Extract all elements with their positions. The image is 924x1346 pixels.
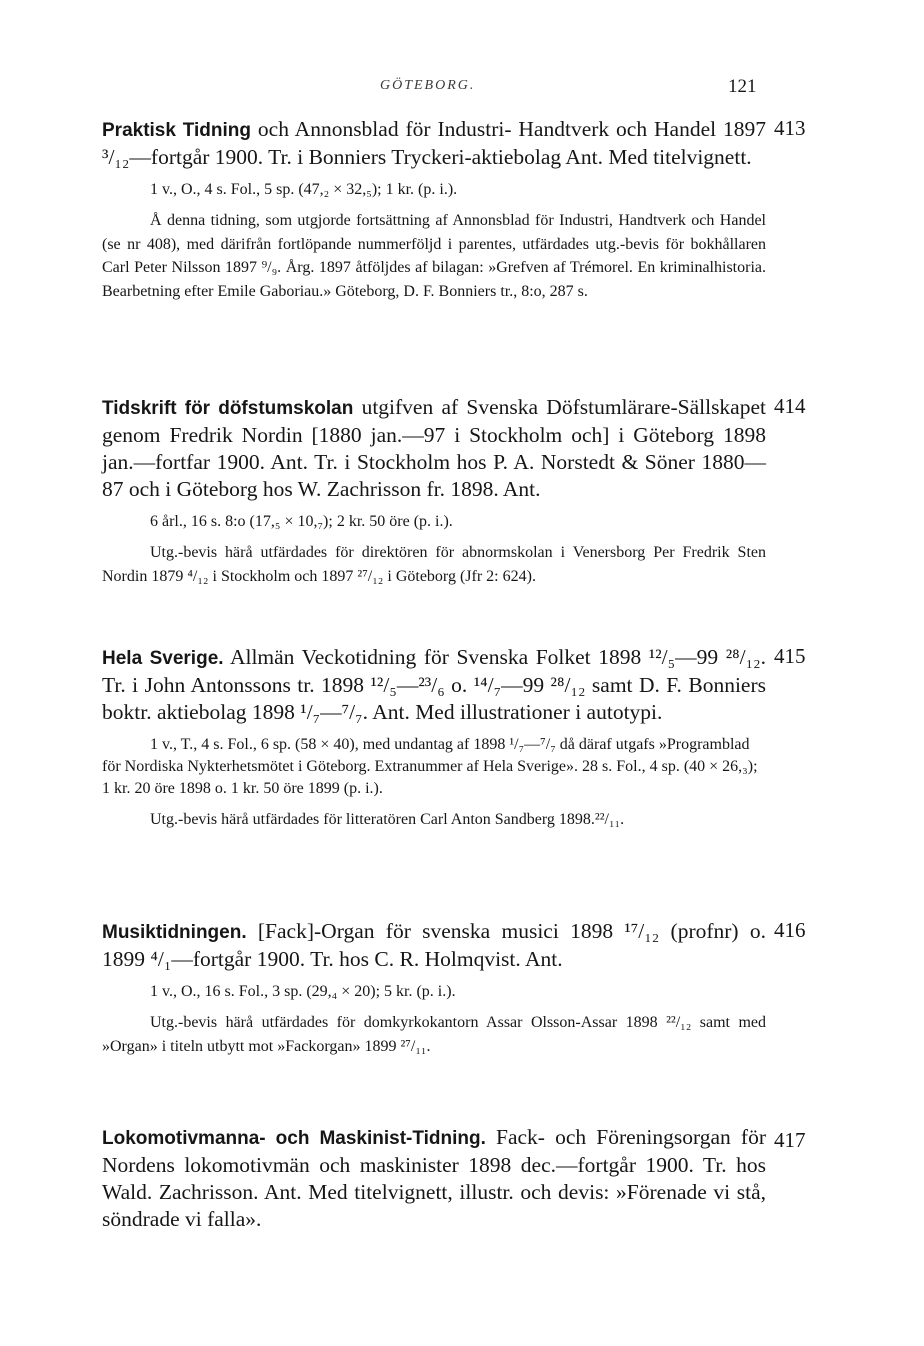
entry-note	[102, 1011, 766, 1058]
entry-main-text	[102, 394, 766, 503]
entry-title: Lokomotivmanna- och Maskinist-Tidning.	[102, 1128, 486, 1149]
entry-title: Musiktidningen.	[102, 922, 247, 943]
entry-note	[102, 808, 766, 832]
entry-publication-details: 1 v., T., 4 s. Fol., 6 sp. (58 × 40), med undantag af 1898 ¹/₇—⁷/₇ då däraf utgafs »Programblad för Nordiska Nykterhetsmötet i Göteborg. Extranummer af Hela Sverige». 28 s. Fol., 4 sp. (40 × 26,₃); 1 kr. 20 öre 1898 o. 1 kr. 50 öre 1899 (p. i.).	[102, 736, 758, 797]
entry-note-text: Utg.-bevis härå utfärdades för direktören för abnormskolan i Venersborg Per Fredrik Sten Nordin 1879 ⁴/₁₂ i Stockholm och 1897 ²⁷/₁₂ i Göteborg (Jfr 2: 624).	[102, 544, 766, 585]
entry-number: 416	[774, 918, 806, 942]
entry-413	[102, 116, 806, 303]
entry-main-text	[102, 1124, 766, 1233]
page-number: 121	[728, 76, 757, 97]
entry-publication-details: 1 v., O., 4 s. Fol., 5 sp. (47,₂ × 32,₅); 1 kr. (p. i.).	[150, 181, 458, 198]
entry-414	[102, 394, 806, 588]
entry-title: Tidskrift för döfstumskolan	[102, 398, 354, 419]
entry-note-text: Utg.-bevis härå utfärdades för litteratören Carl Anton Sandberg 1898.²²/₁₁.	[150, 811, 625, 828]
entry-number: 415	[774, 644, 806, 668]
entry-description: [Fack]-Organ för svenska musici 1898 ¹⁷/₁₂ (profnr) o. 1899 ⁴/₁—fortgår 1900. Tr. hos C. R. Holmqvist. Ant.	[102, 919, 766, 971]
entry-note	[102, 541, 766, 588]
entry-description: Fack- och Föreningsorgan för Nordens lokomotivmän och maskinister 1898 dec.—fortgår 1900. Tr. hos Wald. Zachrisson. Ant. Med titelvignett, illustr. och devis: »Förenade vi stå, söndrade vi falla».	[102, 1125, 766, 1231]
entry-415	[102, 644, 806, 832]
entry-description: och Annonsblad för Industri- Handtverk och Handel 1897 ³/₁₂—fortgår 1900. Tr. i Bonniers Tryckeri-aktiebolag Ant. Med titelvignett.	[102, 117, 766, 169]
entry-main-text	[102, 116, 766, 171]
entry-title: Hela Sverige.	[102, 648, 224, 669]
entry-number: 413	[774, 116, 806, 140]
entry-publication-details: 6 årl., 16 s. 8:o (17,₅ × 10,₇); 2 kr. 50 öre (p. i.).	[150, 513, 453, 530]
entry-publication-details: 1 v., O., 16 s. Fol., 3 sp. (29,₄ × 20); 5 kr. (p. i.).	[150, 983, 456, 1000]
entry-number: 417	[774, 1128, 806, 1152]
entry-note-text: Utg.-bevis härå utfärdades för domkyrkokantorn Assar Olsson-Assar 1898 ²²/₁₂ samt med »Organ» i titeln utbytt mot »Fackorgan» 1899 ²⁷/₁₁.	[102, 1014, 766, 1055]
entry-note-text: Å denna tidning, som utgjorde fortsättning af Annonsblad för Industri, Handtverk och Handel (se nr 408), med därifrån fortlöpande nummerföljd i parentes, utfärdades utg.-bevis för bokhållaren Carl Peter Nilsson 1897 ⁹/₉. Årg. 1897 åtföljdes af bilagan: »Grefven af Trémorel. En kriminalhistoria. Bearbetning efter Emile Gaboriau.» Göteborg, D. F. Bonniers tr., 8:o, 287 s.	[102, 212, 766, 300]
entry-417	[102, 1124, 806, 1233]
entry-description: Allmän Veckotidning för Svenska Folket 1898 ¹²/₅—99 ²⁸/₁₂. Tr. i John Antonssons tr. 1898 ¹²/₅—²³/₆ o. ¹⁴/₇—99 ²⁸/₁₂ samt D. F. Bonniers boktr. aktiebolag 1898 ¹/₇—⁷/₇. Ant. Med illustrationer i autotypi.	[102, 645, 766, 724]
running-head: GÖTEBORG.	[380, 78, 476, 93]
entry-416	[102, 918, 806, 1058]
entry-main-text	[102, 644, 766, 726]
entry-title: Praktisk Tidning	[102, 120, 251, 141]
entry-main-text	[102, 918, 766, 973]
entry-description: utgifven af Svenska Döfstumlärare-Sällskapet genom Fredrik Nordin [1880 jan.—97 i Stockholm och] i Göteborg 1898 jan.—fortfar 1900. Ant. Tr. i Stockholm hos P. A. Norstedt & Söner 1880—87 och i Göteborg hos W. Zachrisson fr. 1898. Ant.	[102, 395, 766, 501]
entry-number: 414	[774, 394, 806, 418]
entry-note	[102, 209, 766, 303]
